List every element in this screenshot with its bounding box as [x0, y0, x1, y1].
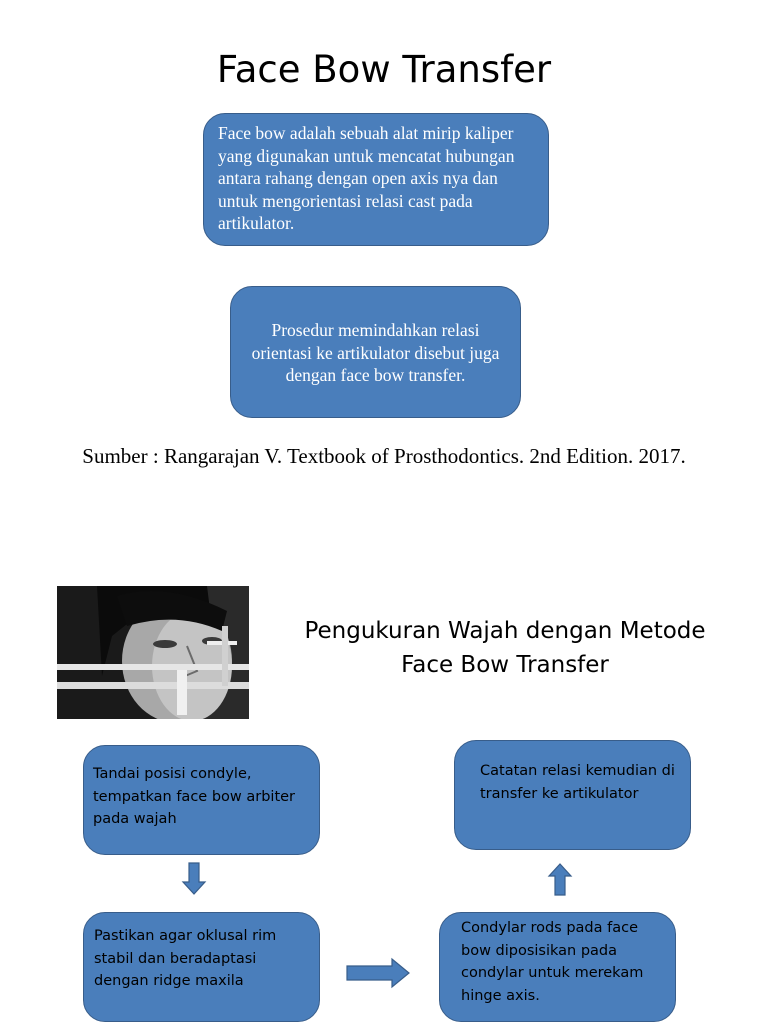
step-box-stabilize-rim: Pastikan agar oklusal rim stabil dan beradaptasi dengan ridge maxila	[83, 912, 320, 1022]
page-title: Face Bow Transfer	[216, 48, 552, 91]
arrow-right-icon	[346, 957, 412, 989]
procedure-box: Prosedur memindahkan relasi orientasi ke artikulator disebut juga dengan face bow transfer.	[230, 286, 521, 418]
definition-box: Face bow adalah sebuah alat mirip kaliper yang digunakan untuk mencatat hubungan antara rahang dengan open axis nya dan untuk mengorientasi relasi cast pada artikulator.	[203, 113, 549, 246]
step-box-mark-condyle: Tandai posisi condyle, tempatkan face bow arbiter pada wajah	[83, 745, 320, 855]
face-bow-patient-photo	[57, 586, 249, 719]
section-title-line2: Face Bow Transfer	[401, 652, 609, 678]
section-title-line1: Pengukuran Wajah dengan Metode	[304, 618, 706, 644]
arrow-up-icon	[547, 862, 573, 897]
step-box-transfer-articulator: Catatan relasi kemudian di transfer ke artikulator	[454, 740, 691, 850]
arrow-down-icon	[181, 862, 207, 896]
section-title	[270, 614, 740, 682]
photo-illustration	[57, 586, 249, 719]
source-citation: Sumber : Rangarajan V. Textbook of Prosthodontics. 2nd Edition. 2017.	[82, 444, 686, 468]
step-box-condylar-rods: Condylar rods pada face bow diposisikan pada condylar untuk merekam hinge axis.	[439, 912, 676, 1022]
